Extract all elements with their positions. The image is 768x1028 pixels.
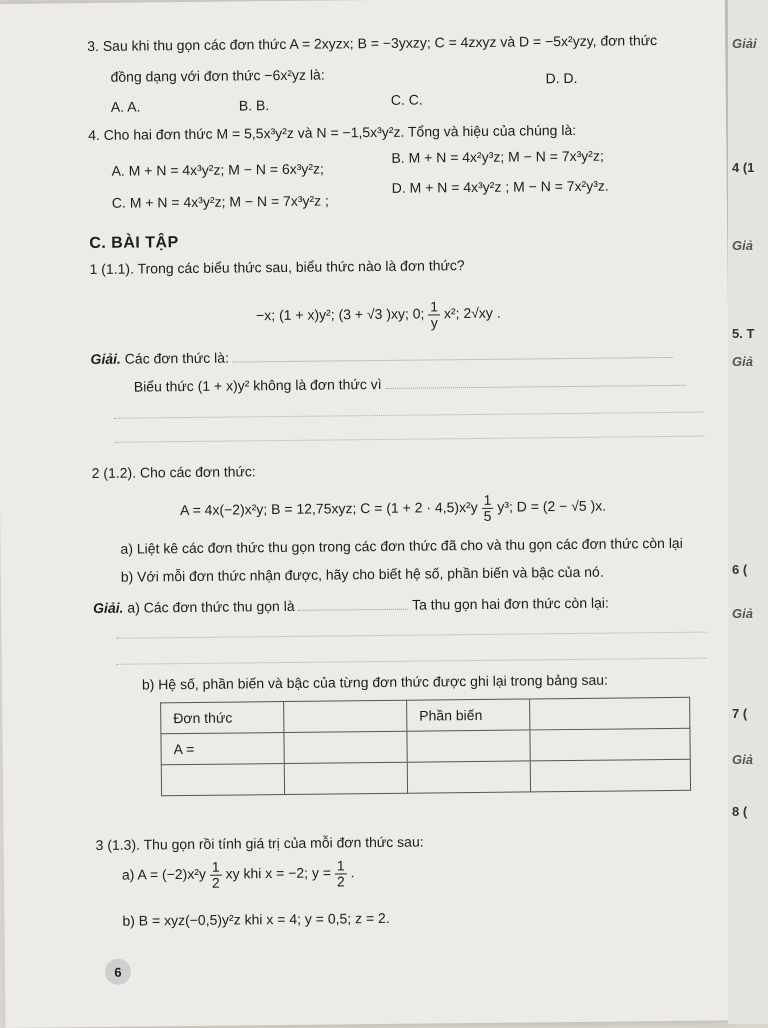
answer-dotline bbox=[114, 411, 704, 419]
ex2-part-b: b) Với mỗi đơn thức nhận được, hãy cho biết hệ số, phần biến và bậc của nó. bbox=[120, 563, 604, 585]
table-cell bbox=[530, 728, 690, 761]
table-cell bbox=[530, 759, 690, 792]
edge-label: 6 ( bbox=[732, 562, 748, 577]
section-heading: C. BÀI TẬP bbox=[89, 234, 179, 253]
ex3-a-frac-den-2: 2 bbox=[336, 873, 345, 890]
ex2-giai-a2: Ta thu gọn hai đơn thức còn lại: bbox=[411, 594, 609, 613]
q3-text: 3. Sau khi thu gọn các đơn thức A = 2xyzx; B = −3yxzy; C = 4zxyz và D = −5x²yzy, đơn thức bbox=[87, 32, 658, 55]
edge-label: 4 (1 bbox=[732, 160, 755, 175]
ex1-line2: Biểu thức (1 + x)y² không là đơn thức vì bbox=[133, 375, 382, 395]
edge-label: Giả bbox=[732, 238, 753, 253]
ex1-expr-a: −x; (1 + x)y²; (3 + √3 )xy; 0; bbox=[255, 305, 425, 324]
next-page-edge bbox=[728, 0, 768, 1024]
ex1-answer-dots bbox=[233, 345, 673, 363]
edge-label: 5. T bbox=[732, 326, 755, 341]
q4-option-a: A. M + N = 4x³y²z; M − N = 6x³y²z; bbox=[111, 160, 324, 179]
ex1-frac-num: 1 bbox=[428, 299, 440, 315]
ex1-line2-dots bbox=[385, 373, 685, 389]
ex3-a-fraction bbox=[210, 860, 222, 890]
edge-label: 7 ( bbox=[732, 706, 748, 721]
ex2-giai-label: Giải. bbox=[93, 599, 124, 617]
table-cell bbox=[407, 761, 530, 793]
ex2-frac-num: 1 bbox=[481, 493, 493, 509]
ex1-expressions bbox=[256, 299, 501, 332]
ex1-title: 1 (1.1). Trong các biểu thức sau, biểu thức nào là đơn thức? bbox=[89, 257, 465, 278]
ex3-part-b: b) B = xyz(−0,5)y²z khi x = 4; y = 0,5; z = 2. bbox=[122, 909, 390, 929]
q3-option-d: D. D. bbox=[545, 69, 578, 87]
edge-label: Giả bbox=[732, 354, 753, 369]
ex3-a-post: . bbox=[350, 864, 355, 881]
ex2-formula bbox=[180, 492, 606, 527]
ex1-giai-label: Giải. bbox=[90, 350, 121, 368]
ex2-formula-a: A = 4x(−2)x²y; B = 12,75xyz; C = (1 + 2 · 4,5)x²y bbox=[180, 498, 478, 518]
edge-label: Giải bbox=[732, 36, 757, 51]
ex1-expr-b: x²; 2√xy . bbox=[443, 304, 501, 322]
ex3-title: 3 (1.3). Thu gọn rồi tính giá trị của mỗi đơn thức sau: bbox=[95, 833, 424, 853]
table-cell: A = bbox=[161, 733, 284, 765]
edge-label: Giả bbox=[732, 752, 753, 767]
ex2-giai-a: a) Các đơn thức thu gọn là bbox=[127, 597, 295, 616]
q3-option-b: B. B. bbox=[238, 97, 270, 114]
ex3-a-pre: a) A = (−2)x²y bbox=[121, 865, 207, 883]
ex2-title: 2 (1.2). Cho các đơn thức: bbox=[91, 463, 256, 482]
table-cell bbox=[284, 700, 407, 732]
q4-option-b: B. M + N = 4x²y³z; M − N = 7x³y²z; bbox=[391, 147, 604, 166]
answer-dotline bbox=[117, 657, 707, 665]
ex3-a-fraction-2 bbox=[335, 858, 347, 888]
q4-option-c: C. M + N = 4x³y²z; M − N = 7x³y²z ; bbox=[111, 192, 329, 211]
table-cell bbox=[284, 731, 407, 763]
ex2-giai-b: b) Hệ số, phần biến và bậc của từng đơn thức được ghi lại trong bảng sau: bbox=[141, 671, 608, 693]
q3-option-c: C. C. bbox=[390, 91, 423, 108]
ex2-part-a: a) Liệt kê các đơn thức thu gọn trong các đơn thức đã cho và thu gọn các đơn thức còn lại bbox=[120, 534, 683, 557]
table-header-cell: Đơn thức bbox=[161, 702, 284, 734]
ex1-giai-text: Các đơn thức là: bbox=[124, 349, 229, 367]
q3-option-a: A. A. bbox=[110, 98, 141, 115]
table-cell bbox=[407, 730, 530, 762]
table-row bbox=[161, 759, 690, 796]
q4-text: 4. Cho hai đơn thức M = 5,5x³y²z và N = −1,5x³y²z. Tổng và hiệu của chúng là: bbox=[88, 121, 577, 144]
ex3-part-a bbox=[122, 858, 355, 891]
edge-label: Giả bbox=[732, 606, 753, 621]
q4-option-d: D. M + N = 4x³y²z ; M − N = 7x²y³z. bbox=[391, 177, 609, 196]
edge-label: 8 ( bbox=[732, 804, 748, 819]
ex1-fraction bbox=[428, 299, 440, 329]
table-header-cell: Phần biến bbox=[407, 699, 530, 731]
ex2-frac-den: 5 bbox=[483, 507, 492, 524]
table-cell bbox=[530, 697, 690, 730]
ex1-line2-row bbox=[134, 373, 686, 395]
ex2-giai-line bbox=[93, 595, 609, 616]
ex2-giai-dots bbox=[298, 597, 408, 611]
ex1-frac-den: y bbox=[430, 314, 438, 331]
q3-line2: đồng dạng với đơn thức −6x²yz là: bbox=[110, 66, 325, 85]
ex2-fraction bbox=[481, 493, 493, 523]
ex3-a-frac-num: 1 bbox=[210, 860, 222, 876]
ex3-a-frac-den: 2 bbox=[211, 874, 220, 891]
ex1-giai-line bbox=[90, 345, 672, 367]
page-number: 6 bbox=[105, 959, 131, 985]
answer-dotline bbox=[114, 435, 704, 443]
ex3-a-mid: xy khi x = −2; y = bbox=[225, 864, 332, 882]
answer-dotline bbox=[116, 631, 706, 639]
ex2-formula-b: y³; D = (2 − √5 )x. bbox=[497, 497, 607, 515]
ex3-a-frac-num-2: 1 bbox=[335, 858, 347, 874]
ex2-answer-table bbox=[160, 697, 691, 797]
table-cell bbox=[161, 764, 284, 796]
table-cell bbox=[284, 762, 407, 794]
